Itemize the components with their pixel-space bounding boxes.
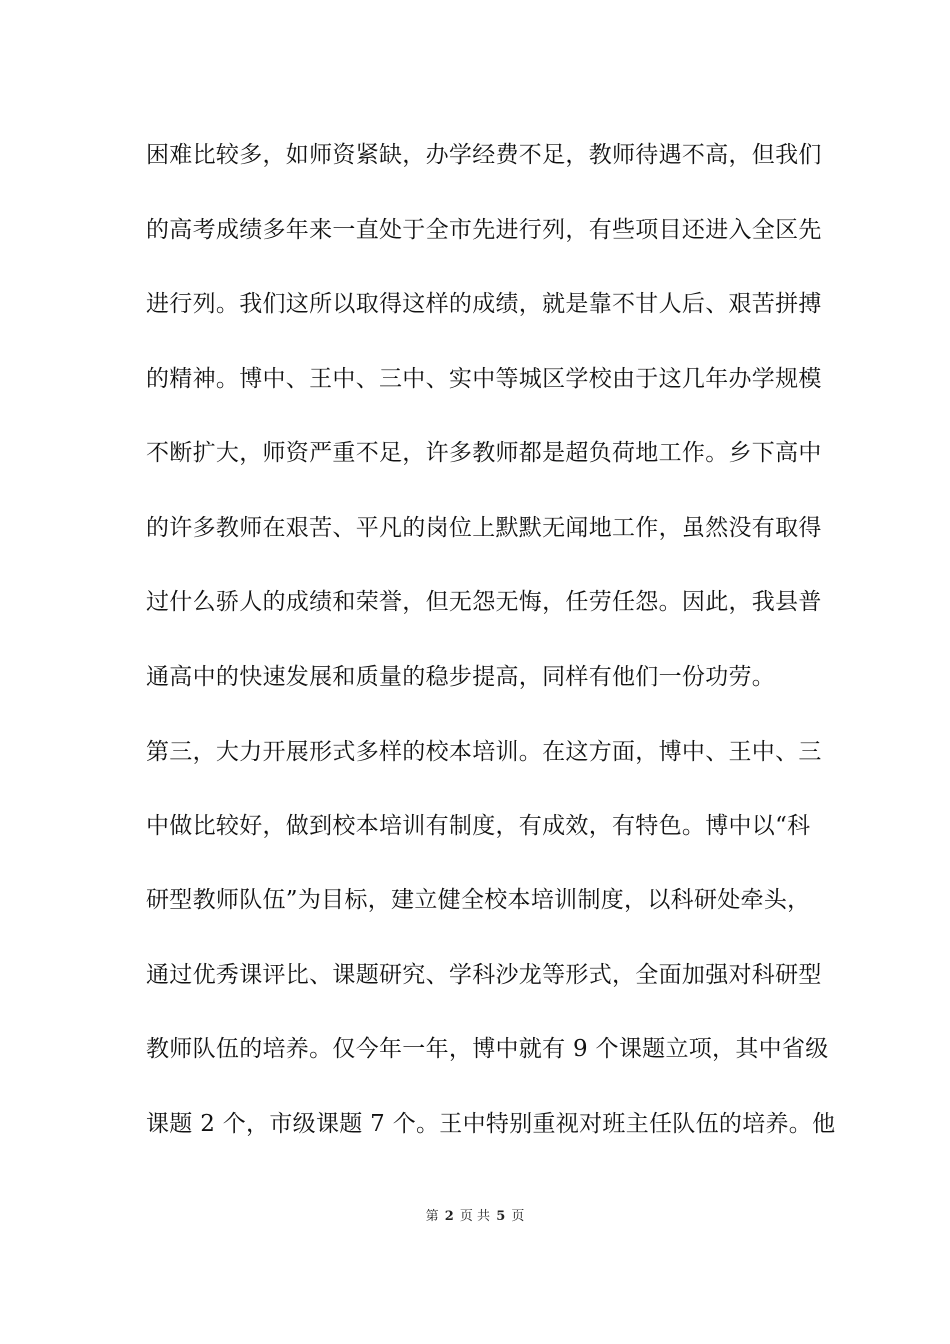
- paragraph-line: 中做比较好，做到校本培训有制度，有成效，有特色。博中以“科: [146, 813, 811, 839]
- paragraph-line: 的许多教师在艰苦、平凡的岗位上默默无闻地工作，虽然没有取得: [146, 515, 822, 541]
- paragraph-line: 研型教师队伍”为目标，建立健全校本培训制度，以科研处牵头，: [146, 887, 811, 913]
- current-page-number: 2: [444, 1209, 454, 1224]
- paragraph-line: 过什么骄人的成绩和荣誉，但无怨无悔，任劳任怨。因此，我县普: [146, 589, 822, 615]
- paragraph-line: 进行列。我们这所以取得这样的成绩，就是靠不甘人后、艰苦拼搏: [146, 291, 822, 317]
- footer-middle: 页 共: [459, 1209, 491, 1224]
- paragraph-line: 通高中的快速发展和质量的稳步提高，同样有他们一份功劳。: [146, 664, 776, 690]
- paragraph-line: 第三，大力开展形式多样的校本培训。在这方面，博中、王中、三: [146, 739, 822, 765]
- paragraph-line: 困难比较多，如师资紧缺，办学经费不足，教师待遇不高，但我们: [146, 142, 822, 168]
- paragraph-line: 教师队伍的培养。仅今年一年，博中就有 9 个课题立项，其中省级: [146, 1036, 829, 1062]
- total-page-count: 5: [496, 1209, 506, 1224]
- footer-suffix: 页: [511, 1209, 525, 1224]
- paragraph-line: 不断扩大，师资严重不足，许多教师都是超负荷地工作。乡下高中: [146, 440, 822, 466]
- paragraph-line: 通过优秀课评比、课题研究、学科沙龙等形式，全面加强对科研型: [146, 962, 822, 988]
- paragraph-line: 的高考成绩多年来一直处于全市先进行列，有些项目还进入全区先: [146, 217, 822, 243]
- page-footer: [0, 1209, 950, 1225]
- paragraph-line: 课题 2 个，市级课题 7 个。王中特别重视对班主任队伍的培养。他: [146, 1111, 836, 1137]
- paragraph-line: 的精神。博中、王中、三中、实中等城区学校由于这几年办学规模: [146, 366, 822, 392]
- footer-prefix: 第: [425, 1209, 439, 1224]
